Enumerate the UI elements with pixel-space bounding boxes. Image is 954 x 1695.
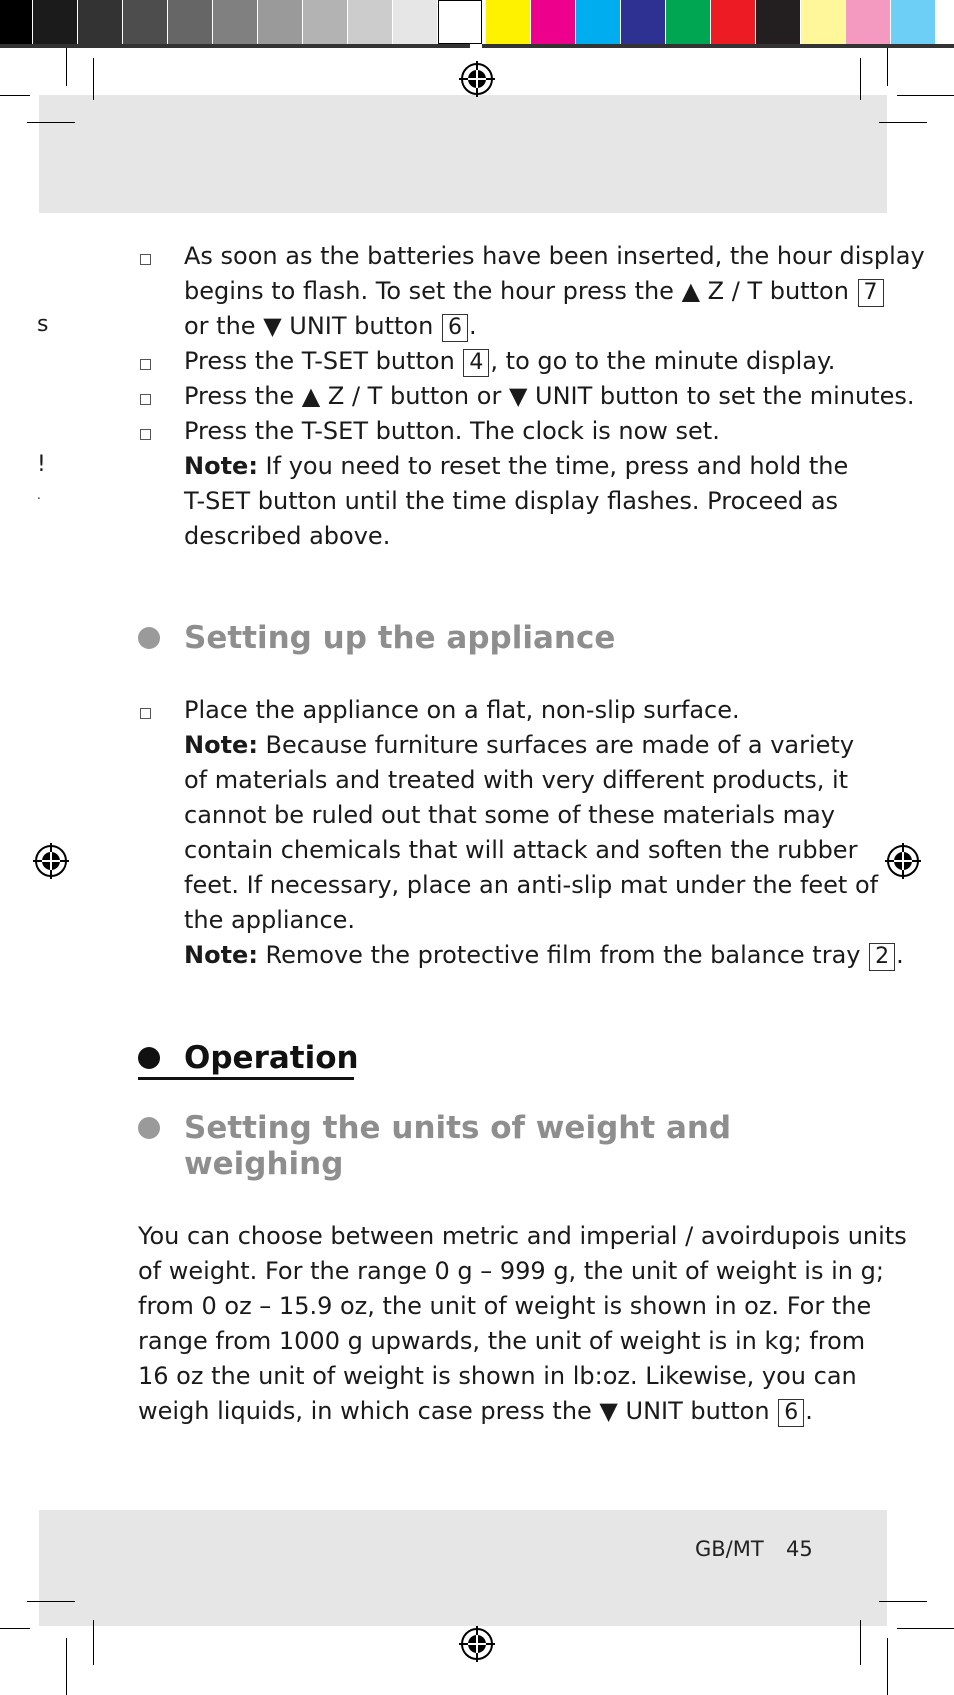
clock-note-line-1 — [184, 449, 848, 484]
checkbox-bullet-icon — [140, 708, 151, 719]
crop-mark — [887, 1638, 888, 1695]
color-swatch — [531, 0, 575, 44]
edge-fragment: ! — [37, 452, 46, 477]
setup-note-1-line-5: feet. If necessary, place an anti-slip mat under the feet of — [184, 871, 879, 899]
clock-step-4: Press the T-SET button. The clock is now set. — [184, 417, 720, 445]
color-swatch — [666, 0, 710, 44]
crop-mark — [0, 95, 30, 96]
color-swatch — [123, 0, 167, 44]
crop-mark — [66, 48, 67, 86]
color-swatch — [33, 0, 77, 44]
clock-note-line-2: T-SET button until the time display flashes. Proceed as — [184, 487, 839, 515]
punctuation: . — [468, 312, 477, 340]
color-swatch — [348, 0, 392, 44]
units-paragraph-line-4: range from 1000 g upwards, the unit of weight is in kg; from — [138, 1327, 866, 1355]
note-label: Note: — [184, 452, 258, 480]
crop-mark — [93, 58, 94, 100]
clock-step-2-text: Press the T-SET button — [184, 347, 455, 375]
units-heading-line-1: Setting the units of weight and — [184, 1110, 732, 1146]
crop-mark — [897, 1628, 954, 1629]
color-swatch — [711, 0, 755, 44]
color-swatch — [486, 0, 530, 44]
checkbox-bullet-icon — [140, 359, 151, 370]
note-text: Remove the protective film from the balance tray — [257, 941, 861, 969]
part-reference-badge: 6 — [778, 1399, 804, 1427]
setup-note-1-line-1 — [184, 728, 854, 763]
units-paragraph-line-3: from 0 oz – 15.9 oz, the unit of weight is shown in oz. For the — [138, 1292, 872, 1320]
note-label: Note: — [184, 941, 258, 969]
checkbox-bullet-icon — [140, 429, 151, 440]
header-band — [39, 95, 887, 213]
units-paragraph-line-5: 16 oz the unit of weight is shown in lb:oz. Likewise, you can — [138, 1362, 857, 1390]
section-bullet-icon — [138, 1047, 160, 1069]
setup-step-1: Place the appliance on a flat, non-slip surface. — [184, 696, 740, 724]
note-text: If you need to reset the time, press and hold the — [257, 452, 849, 480]
color-calibration-bar — [0, 0, 954, 48]
setup-note-1-line-6: the appliance. — [184, 906, 356, 934]
crop-mark — [0, 1628, 30, 1629]
swatch-frame — [482, 44, 954, 48]
crop-mark — [879, 122, 927, 123]
color-swatch — [756, 0, 800, 44]
crop-mark — [879, 1601, 927, 1602]
clock-step-1-text: begins to flash. To set the hour press the ▲ Z / T button — [184, 277, 849, 305]
swatch-frame — [0, 44, 470, 48]
section-bullet-icon — [138, 627, 160, 649]
color-swatch — [78, 0, 122, 44]
setup-note-1-line-2: of materials and treated with very different products, it — [184, 766, 849, 794]
crop-mark — [887, 48, 888, 86]
registration-mark-icon — [883, 841, 923, 881]
units-heading-line-2: weighing — [184, 1146, 344, 1182]
crop-mark — [93, 1620, 94, 1665]
part-reference-badge: 6 — [442, 314, 468, 342]
crop-mark — [66, 1638, 67, 1695]
clock-step-1-line-3 — [184, 309, 477, 344]
clock-step-1-line-1: As soon as the batteries have been inserted, the hour display — [184, 242, 925, 270]
setup-heading: Setting up the appliance — [184, 620, 616, 656]
part-reference-badge: 2 — [869, 943, 895, 971]
edge-fragment: . — [37, 488, 41, 502]
part-reference-badge: 7 — [858, 279, 884, 307]
registration-mark-icon — [457, 59, 497, 99]
footer-region: GB/MT — [695, 1537, 764, 1561]
crop-mark — [27, 1601, 75, 1602]
color-swatch — [621, 0, 665, 44]
color-swatch — [168, 0, 212, 44]
checkbox-bullet-icon — [140, 254, 151, 265]
units-text: weigh liquids, in which case press the ▼ UNIT button — [138, 1397, 770, 1425]
units-paragraph-line-6 — [138, 1394, 813, 1429]
color-swatch — [891, 0, 935, 44]
color-swatch — [438, 0, 482, 44]
color-swatch — [801, 0, 845, 44]
checkbox-bullet-icon — [140, 394, 151, 405]
color-swatch — [213, 0, 257, 44]
punctuation: . — [805, 1397, 813, 1425]
color-swatch — [0, 0, 32, 44]
operation-heading: Operation — [184, 1040, 359, 1076]
units-paragraph-line-2: of weight. For the range 0 g – 999 g, the unit of weight is in g; — [138, 1257, 884, 1285]
color-swatch — [846, 0, 890, 44]
note-label: Note: — [184, 731, 258, 759]
crop-mark — [27, 122, 75, 123]
color-swatch — [303, 0, 347, 44]
units-paragraph-line-1: You can choose between metric and imperial / avoirdupois units — [138, 1222, 907, 1250]
section-bullet-icon — [138, 1117, 160, 1139]
registration-mark-icon — [457, 1624, 497, 1664]
clock-step-2 — [184, 344, 835, 379]
clock-step-1-line-2 — [184, 274, 885, 309]
registration-mark-icon — [31, 841, 71, 881]
color-swatch — [258, 0, 302, 44]
clock-note-line-3: described above. — [184, 522, 391, 550]
note-text: Because furniture surfaces are made of a variety — [257, 731, 855, 759]
crop-mark — [897, 95, 954, 96]
color-swatch — [576, 0, 620, 44]
crop-mark — [860, 1620, 861, 1665]
punctuation: . — [896, 941, 904, 969]
clock-step-2-text: , to go to the minute display. — [490, 347, 836, 375]
setup-note-1-line-3: cannot be ruled out that some of these materials may — [184, 801, 835, 829]
edge-fragment: s — [37, 312, 49, 337]
setup-note-2 — [184, 938, 904, 973]
part-reference-badge: 4 — [463, 349, 489, 377]
setup-note-1-line-4: contain chemicals that will attack and soften the rubber — [184, 836, 858, 864]
clock-step-1-text: or the ▼ UNIT button — [184, 312, 434, 340]
footer-band — [39, 1510, 887, 1626]
page-number: 45 — [786, 1537, 813, 1561]
crop-mark — [860, 58, 861, 100]
clock-step-3: Press the ▲ Z / T button or ▼ UNIT button to set the minutes. — [184, 382, 915, 410]
heading-underline — [138, 1077, 354, 1080]
color-swatch — [393, 0, 437, 44]
